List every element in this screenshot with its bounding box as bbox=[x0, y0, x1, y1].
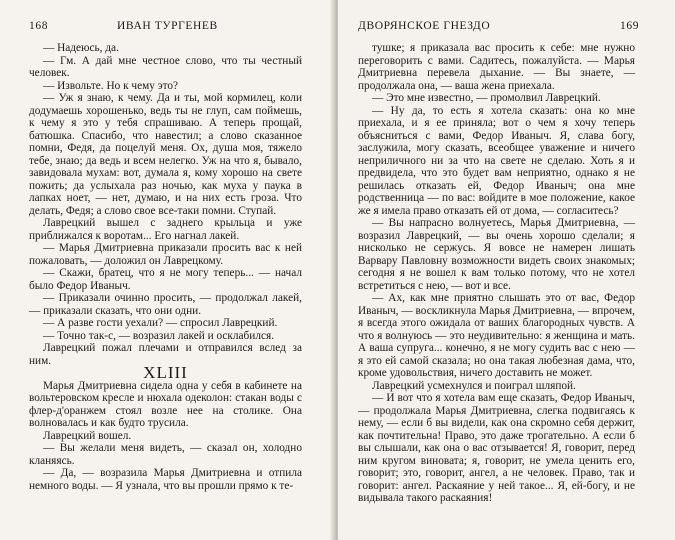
paragraph: — Точно так-с, — возразил лакей и осклабился. bbox=[43, 329, 275, 342]
left-paragraphs-before bbox=[29, 42, 302, 367]
paragraph: — Гм. А дай мне честное слово, что ты честный человек. bbox=[29, 54, 302, 79]
right-page-text bbox=[358, 42, 635, 505]
paragraph: Лаврецкий вышел с заднего крыльца и уже приближался к воротам... Его нагнал лакей. bbox=[29, 217, 302, 242]
paragraph: — Это мне известно, — промолвил Лаврецкий. bbox=[372, 92, 601, 104]
paragraph: — Ну да, то есть я хотела сказать: она ко мне приехала, и я ее приняла; вот о чем я хочу теперь объясниться с вами, Федор Иваныч. Я, слава богу, заслужила, могу сказать, всеобщее уважение и ничего неприличного ни за что на свете не сделаю. Хоть я и предвидела, что это будет вам неприятно, однако я не решилась отказать ей, Федор Иваныч; она мне родственница — по вас: войдите в мое положение, какое же я имела право отказать ей от дома, — согласитесь? bbox=[358, 104, 635, 217]
paragraph: Лаврецкий пожал плечами и отправился вслед за ним. bbox=[29, 342, 302, 367]
paragraph: — Надеюсь, да. bbox=[43, 42, 119, 54]
paragraph: — Извольте. Но к чему это? bbox=[43, 79, 179, 92]
paragraph: — Приказали очинно просить, — продолжал лакей, — приказали сказать, что они одни. bbox=[29, 292, 302, 317]
paragraph: — Вы напрасно волнуетесь, Марья Дмитриевна, — возразил Лаврецкий, — вы очень хорошо сделали; я нисколько не сержусь. Я вовсе не намерен лишать Варвару Павловну возможности видеть своих знакомых; сегодня я не вошел к вам только потому, что не хотел встретиться с нею, — вот и все. bbox=[358, 217, 635, 292]
paragraph: — Скажи, братец, что я не могу теперь... — начал было Федор Иваныч. bbox=[29, 267, 302, 292]
right-page bbox=[338, 0, 675, 540]
left-page-text bbox=[29, 42, 302, 492]
right-paragraphs bbox=[358, 42, 635, 505]
paragraph: — Марья Дмитриевна приказали просить вас к ней пожаловать, — доложил он Лаврецкому. bbox=[29, 242, 302, 267]
paragraph: — Уж я знаю, к чему. Да и ты, мой кормилец, коли додумаешь хорошенько, ведь ты не глуп, сам поймешь, к чему я это у тебя спрашиваю. А теперь прощай, батюшка. Спасибо, что навестил; а слово сказанное помни, Федя, да поцелуй меня. Ох, душа моя, тяжело тебе, знаю; да ведь и всем нелегко. Уж на что я, бывало, завидовала мухам: вот, думала я, кому хорошо на свете пожить; да услыхала раз ночью, как муха у паука в лапках ноет, — нет, думаю, и на них есть гроза. Что делать, Федя; а слово свое все-таки помни. Ступай. bbox=[29, 92, 302, 217]
paragraph: — Ах, как мне приятно слышать это от вас, Федор Иваныч, — воскликнула Марья Дмитриевна, — впрочем, я всегда этого ожидала от ваших благородных чувств. А что я волнуюсь — это неудивительно: я женщина и мать. А ваша супруга... конечно, я не могу судить вас с нею — я это ей самой сказала; но она такая любезная дама, что, кроме удовольствия, ничего доставить не может. bbox=[358, 292, 635, 379]
paragraph: Лаврецкий вошел. bbox=[43, 429, 132, 442]
chapter-heading: XLIII bbox=[143, 363, 188, 382]
paragraph: — Да, — возразила Марья Дмитриевна и отпила немного воды. — Я узнала, что вы прошли прямо к те- bbox=[29, 467, 302, 492]
paragraph: Лаврецкий усмехнулся и поиграл шляпой. bbox=[372, 379, 576, 392]
left-page bbox=[0, 0, 334, 540]
paragraph: Марья Дмитриевна сидела одна у себя в кабинете на вольтеровском кресле и нюхала одеколон: стакан воды с флер-д'оранжем стоял возле нее на столике. Она волновалась и как будто трусила. bbox=[29, 379, 302, 429]
right-running-head: ДВОРЯНСКОЕ ГНЕЗДО bbox=[358, 20, 491, 32]
right-page-number: 169 bbox=[620, 20, 640, 32]
paragraph: — А разве гости уехали? — спросил Лаврецкий. bbox=[43, 317, 278, 329]
paragraph: — И вот что я хотела вам еще сказать, Федор Иваныч, — продолжала Марья Дмитриевна, слегка подвигаясь к нему, — если б вы видели, как она скромно себя держит, как почтительна! Право, это даже трогательно. А если б вы слышали, как она о вас отзывается! Я, говорит, перед ним кругом виновата; я, говорит, не умела ценить его, говорит; это, говорит, ангел, а не человек. Право, так и говорит: ангел. Раскаяние у ней такое... Я, ей-богу, и не видывала такого раскаяния! bbox=[358, 392, 635, 504]
left-paragraphs-after bbox=[29, 380, 302, 493]
paragraph: — Вы желали меня видеть, — сказал он, холодно кланяясь. bbox=[29, 442, 302, 467]
left-running-head: ИВАН ТУРГЕНЕВ bbox=[117, 20, 218, 32]
paragraph: тушке; я приказала вас просить к себе: мне нужно переговорить с вами. Садитесь, пожалуйста. — Марья Дмитриевна перевела дыхание. — Вы знаете, — продолжала она, — ваша жена приехала. bbox=[358, 42, 635, 92]
left-page-number: 168 bbox=[29, 20, 49, 32]
